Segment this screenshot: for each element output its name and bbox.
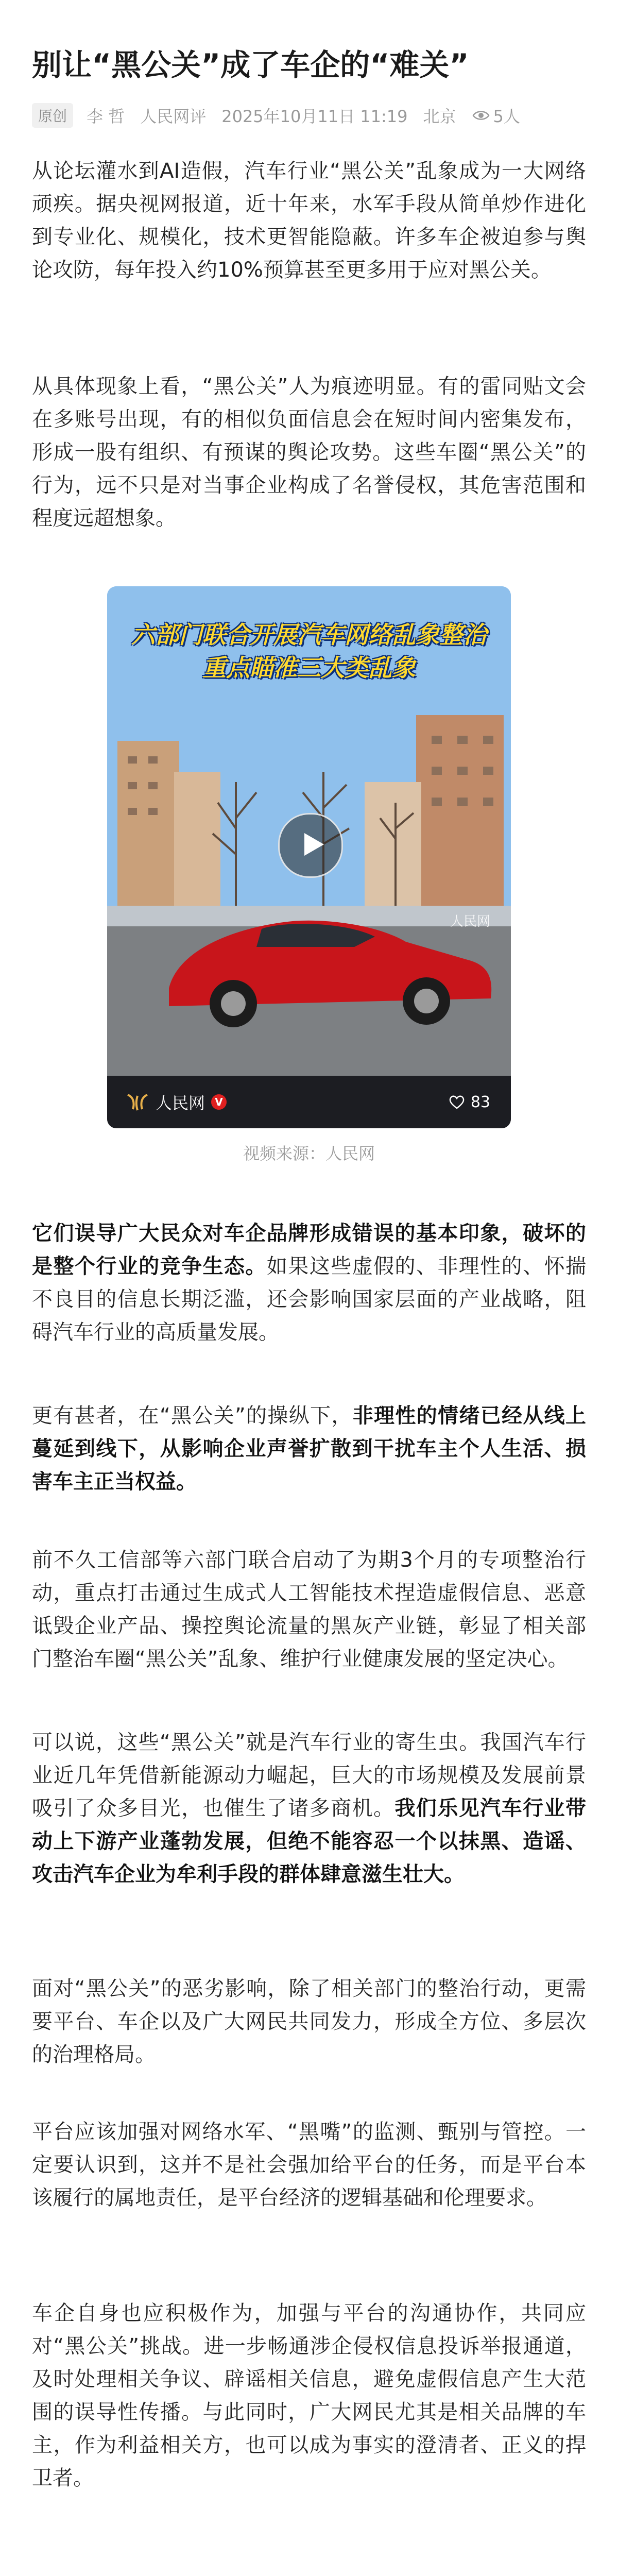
paragraph-4 <box>32 1399 586 1498</box>
like-button[interactable] <box>448 1093 490 1111</box>
paragraph-text: 面对“黑公关”的恶劣影响，除了相关部门的整治行动，更需要平台、车企以及广大网民共同发力，形成全方位、多层次的治理格局。 <box>32 1977 586 2066</box>
paragraph-text: 从论坛灌水到AI造假，汽车行业“黑公关”乱象成为一大网络顽疾。据央视网报道，近十年来，水军手段从简单炒作进化到专业化、规模化，技术更智能隐蔽。许多车企被迫参与舆论攻防，每年投入约10%预算甚至更多用于应对黑公关。 <box>32 159 586 282</box>
emphasis-text: 非理性的情绪已经从线上蔓延到线下，从影响企业声誉扩散到干扰车主个人生活、损害车主正当权益。 <box>32 1404 587 1494</box>
play-icon <box>280 815 341 876</box>
paragraph-text: 车企自身也应积极作为，加强与平台的沟通协作，共同应对“黑公关”挑战。进一步畅通涉企侵权信息投诉举报通道，及时处理相关争议、辟谣相关信息，避免虚假信息产生大范围的误导性传播。与此同时，广大网民尤其是相关品牌的车主，作为利益相关方，也可以成为事实的澄清者、正义的捍卫者。 <box>32 2301 586 2490</box>
paragraph-5 <box>32 1544 586 1675</box>
article-meta <box>32 101 588 130</box>
eye-icon <box>472 106 490 125</box>
paragraph-text: 前不久工信部等六部门联合启动了为期3个月的专项整治行动，重点打击通过生成式人工智能技术捏造虚假信息、恶意诋毁企业产品、操控舆论流量的黑灰产业链，彰显了相关部门整治车圈“黑公关”乱象、维护行业健康发展的坚定决心。 <box>32 1548 586 1671</box>
publish-location: 北京 <box>423 107 456 126</box>
video-brand-name[interactable]: 人民网 <box>156 1093 205 1113</box>
publish-datetime: 2025年10月11日 11:19 <box>221 107 408 126</box>
video-watermark: 人民网 <box>450 914 490 929</box>
paragraph-2 <box>32 370 586 535</box>
article-title: 别让“黑公关”成了车企的“难关” <box>32 47 469 82</box>
people-logo-icon <box>126 1092 149 1112</box>
paragraph-3 <box>32 1217 586 1349</box>
paragraph-text: 平台应该加强对网络水军、“黑嘴”的监测、甄别与管控。一定要认识到，这并不是社会强加给平台的任务，而是平台本该履行的属地责任，是平台经济的逻辑基础和伦理要求。 <box>32 2120 586 2210</box>
paragraph-text: 可以说，这些“黑公关”就是汽车行业的寄生虫。我国汽车行业近几年凭借新能源动力崛起，巨大的市场规模及发展前景吸引了众多目光，也催生了诸多商机。 <box>32 1731 586 1820</box>
read-count <box>472 104 520 127</box>
paragraph-text: 从具体现象上看，“黑公关”人为痕迹明显。有的雷同贴文会在多账号出现，有的相似负面信息会在短时间内密集发布，形成一股有组织、有预谋的舆论攻势。这些车圈“黑公关”的行为，远不只是对当事企业构成了名誉侵权，其危害范围和程度远超想象。 <box>32 375 586 530</box>
video-caption: 视频来源：人民网 <box>243 1144 375 1163</box>
author-name[interactable]: 李 哲 <box>87 107 125 126</box>
video-banner <box>107 618 511 684</box>
emphasis-text: 它们误导广大民众对车企品牌形成错误的基本印象，破坏的是整个行业的竞争生态。 <box>32 1222 586 1278</box>
paragraph-6 <box>32 1726 586 1891</box>
heart-icon <box>448 1094 466 1110</box>
original-badge: 原创 <box>32 103 73 128</box>
emphasis-text: 我们乐见汽车行业带动上下游产业蓬勃发展，但绝不能容忍一个以抹黑、造谣、攻击汽车企业为牟利手段的群体肆意滋生壮大。 <box>32 1797 587 1886</box>
read-count-value: 5人 <box>493 107 520 126</box>
video-banner-line-2: 重点瞄准三大类乱象 <box>202 654 416 682</box>
video-player[interactable] <box>107 586 511 1128</box>
paragraph-8 <box>32 2115 586 2214</box>
paragraph-1 <box>32 155 586 286</box>
paragraph-text: 如果这些虚假的、非理性的、怀揣不良目的信息长期泛滥，还会影响国家层面的产业战略，阻碍汽车行业的高质量发展。 <box>32 1255 587 1344</box>
source-name[interactable]: 人民网评 <box>140 107 207 126</box>
paragraph-7 <box>32 1972 586 2071</box>
video-banner-line-1: 六部门联合开展汽车网络乱象整治 <box>131 621 487 649</box>
verified-badge: V <box>211 1094 227 1110</box>
paragraph-text: 更有甚者，在“黑公关”的操纵下， <box>32 1404 353 1428</box>
play-button[interactable] <box>278 813 343 878</box>
like-count: 83 <box>470 1093 490 1111</box>
video-info-bar <box>107 1076 511 1128</box>
paragraph-9 <box>32 2297 586 2495</box>
